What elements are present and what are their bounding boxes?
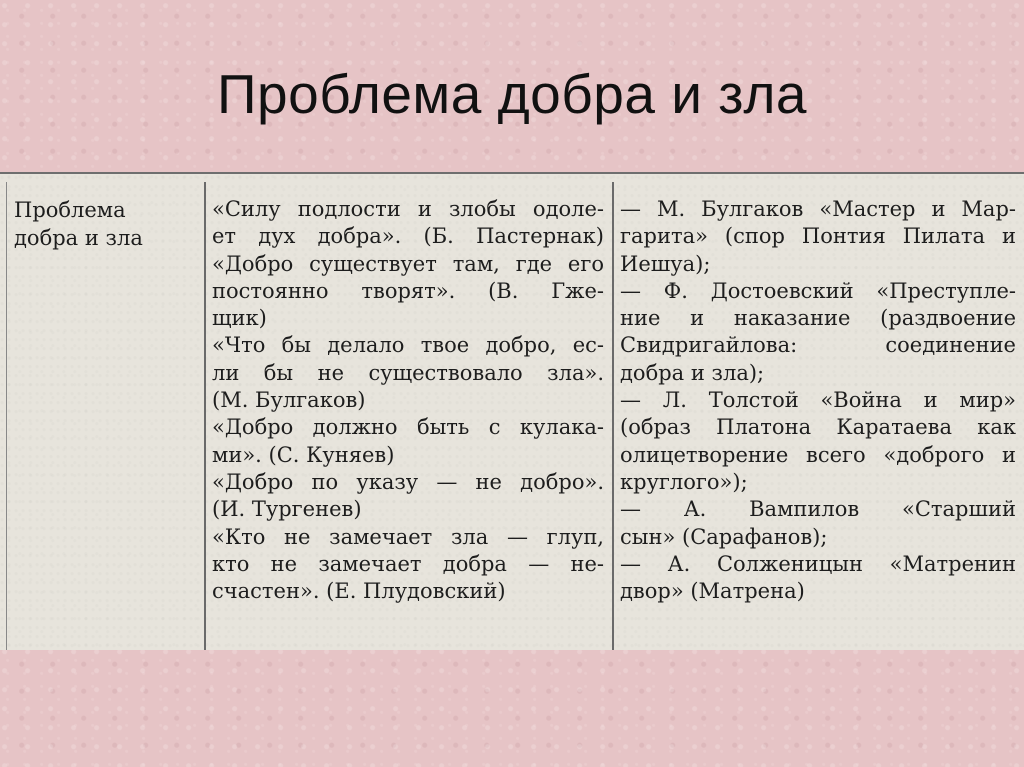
table-left-border [6, 182, 7, 650]
work-line: добра и зла); [620, 360, 765, 385]
quote-line: (М. Булгаков) [212, 388, 366, 413]
quote-line: щик) [212, 306, 267, 331]
quote-line: счастен». (Е. Плудовский) [212, 579, 506, 604]
work-line: — Ф. Достоевский «Преступле- [620, 278, 1016, 303]
quotes-cell [212, 196, 604, 605]
quote-line: «Кто не замечает зла — глуп, [212, 524, 604, 549]
works-cell [620, 196, 1016, 605]
work-line: Иешуа); [620, 251, 711, 276]
quote-line: ми». (С. Куняев) [212, 442, 395, 467]
quote-line: «Добро существует там, где его [212, 251, 604, 276]
work-line: круглого»); [620, 469, 748, 494]
quote-line: «Добро должно быть с кулака- [212, 415, 604, 440]
work-line: — А. Солженицын «Матренин [620, 551, 1016, 576]
column-divider-1 [204, 182, 206, 650]
quote-line: (И. Тургенев) [212, 497, 362, 522]
quote-line: «Добро по указу — не добро». [212, 469, 604, 494]
quote-line: кто не замечает добра — не- [212, 551, 604, 576]
topic-line: добра и зла [14, 226, 143, 250]
topic-cell [14, 196, 194, 252]
work-line: — А. Вампилов «Старший [620, 497, 1016, 522]
work-line: ние и наказание (раздвоение [620, 306, 1016, 331]
quote-line: «Силу подлости и злобы одоле- [212, 197, 604, 221]
work-line: гарита» (спор Понтия Пилата и [620, 224, 1016, 249]
topic-line: Проблема [14, 198, 126, 222]
work-line: — М. Булгаков «Мастер и Мар- [620, 197, 1016, 221]
scanned-table [0, 172, 1024, 650]
work-line: (образ Платона Каратаева как [620, 415, 1016, 440]
column-divider-2 [612, 182, 614, 650]
work-line: Свидригайлова: соединение [620, 333, 1016, 358]
quote-line: «Что бы делало твое добро, ес- [212, 333, 604, 358]
quote-line: постоянно творят». (В. Гже- [212, 278, 604, 303]
work-line: олицетворение всего «доброго и [620, 442, 1016, 467]
work-line: сын» (Сарафанов); [620, 524, 828, 549]
work-line: — Л. Толстой «Война и мир» [620, 388, 1016, 413]
work-line: двор» (Матрена) [620, 579, 805, 604]
quote-line: ет дух добра». (Б. Пастернак) [212, 224, 604, 249]
slide-title: Проблема добра и зла [216, 63, 808, 125]
quote-line: ли бы не существовало зла». [212, 360, 604, 385]
